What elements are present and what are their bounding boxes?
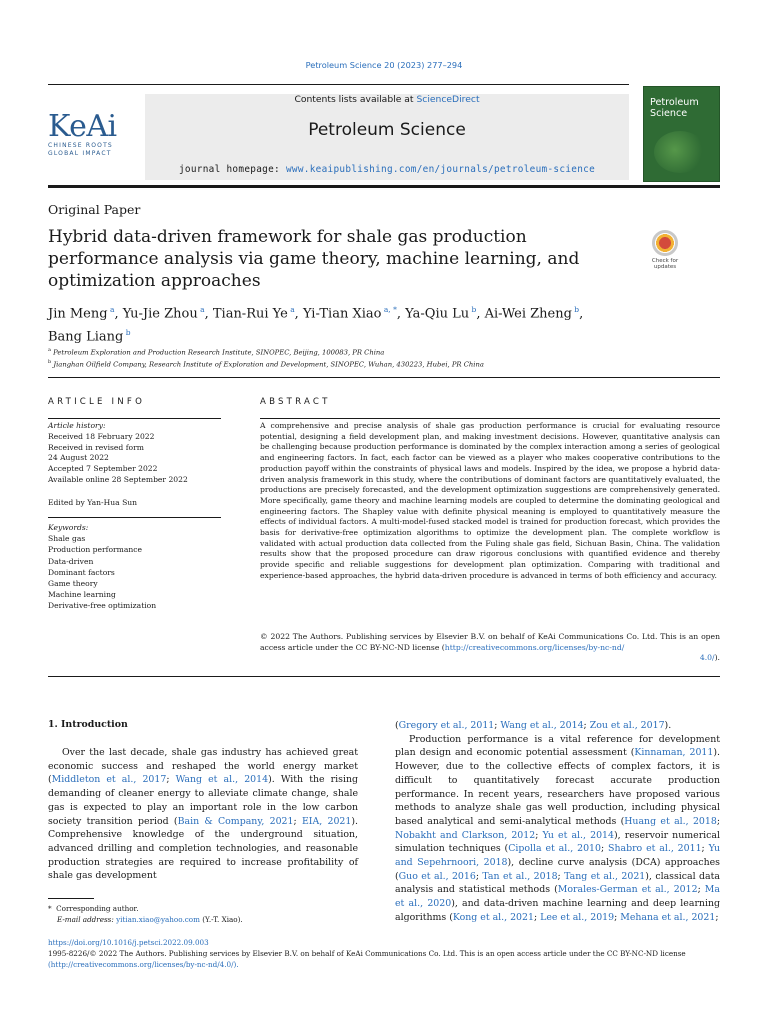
- history-item: 24 August 2022: [48, 453, 109, 463]
- journal-homepage: journal homepage: www.keaipublishing.com/en/journals/petroleum-science: [178, 164, 596, 175]
- journal-cover-thumbnail[interactable]: [643, 86, 720, 182]
- history-item: Available online 28 September 2022: [48, 474, 188, 484]
- author-name[interactable]: Ai-Wei Zheng: [484, 306, 572, 322]
- keyword-item: Machine learning: [48, 590, 116, 600]
- abstract-rule: [260, 418, 720, 419]
- edited-by: Edited by Yan-Hua Sun: [48, 498, 138, 507]
- citation-link[interactable]: Lee et al., 2019: [540, 911, 615, 923]
- author-name[interactable]: Tian-Rui Ye: [212, 306, 288, 322]
- citation-link[interactable]: Nobakht and Clarkson, 2012: [395, 829, 536, 841]
- info-rule: [48, 418, 221, 419]
- logo-wordmark: KeAi: [48, 109, 117, 144]
- citation-link[interactable]: Kinnaman, 2011: [634, 747, 714, 759]
- citation-link[interactable]: Wang et al., 2014: [500, 720, 584, 731]
- citation-link[interactable]: EIA, 2021: [301, 815, 352, 827]
- abstract-text: A comprehensive and precise analysis of shale gas production performance is crucial for evaluating resource potential, designing a field development plan, and making investment decisions. However, quantitative analysis can be challenging because production performance is dominated by the complex interaction among a series of geological and engineering factors. In fact, each factor can be viewed as a player who makes cooperative contributions to the production payoff within the constraints of physical laws and models. Inspired by the idea, we propose a hybrid data-driven analysis framework in this study, where the contributions of dominant factors are quantitatively evaluated, the productions are precisely forecasted, and the development optimization suggestions are comprehensively generated. More specifically, game theory and machine learning models are coupled to determine the dominating geological and engineering factors. The Shapley value with definite physical meaning is employed to quantitatively measure the effects of individual factors. A multi-model-fused stacked model is trained for production forecast, which provides the basis for derivative-free optimization algorithms to optimize the development plan. The complete workflow is validated with actual production data collected from the Fuling shale gas field, Sichuan Basin, China. The validation results show that the proposed procedure can draw rigorous conclusions with quantified evidence and thereby provide specific and reliable suggestions for development plan optimization. Comparing with traditional and experience-based approaches, the hybrid data-driven procedure is advanced in terms of both efficiency and accuracy.: [260, 421, 720, 580]
- author-affiliation-mark[interactable]: b: [469, 305, 477, 314]
- abstract-heading: ABSTRACT: [260, 397, 331, 407]
- article-info-heading: ARTICLE INFO: [48, 397, 146, 407]
- body-rule: [48, 676, 720, 677]
- citation-link[interactable]: Zou et al., 2017: [589, 720, 665, 731]
- citation-link[interactable]: Bain & Company, 2021: [177, 815, 294, 827]
- sciencedirect-link[interactable]: ScienceDirect: [416, 94, 480, 105]
- author-name[interactable]: Yi-Tian Xiao: [302, 306, 382, 322]
- citation-link[interactable]: Kong et al., 2021: [452, 911, 534, 923]
- history-item: Accepted 7 September 2022: [48, 464, 158, 474]
- citation-link[interactable]: Yu and Sepehrnoori, 2018: [395, 843, 721, 869]
- author-name[interactable]: Jin Meng: [48, 306, 108, 322]
- crossmark-label: Check for updates: [651, 258, 679, 270]
- footnote-rule: [48, 898, 94, 899]
- keyword-item: Game theory: [48, 579, 98, 589]
- citation-link[interactable]: Shabro et al., 2011: [608, 843, 702, 855]
- logo-tagline-2: GLOBAL IMPACT: [48, 150, 112, 157]
- journal-masthead: [145, 94, 629, 180]
- top-rule: [48, 84, 629, 85]
- intro-paragraph-1: Over the last decade, shale gas industry has achieved great economic success and reshaped the world energy market (Middleton et al., 2017; Wang et al., 2014). With the rising demanding of cleaner energy to alleviate climate change, shale gas is expected to play an important role in the low carbon society transition period (Bain & Company, 2021; EIA, 2021). Comprehensive knowledge of the underground situation, advanced drilling and completion technologies, and reasonable production strategies are required to increase profitability of shale gas development: [48, 747, 359, 882]
- article-title: Hybrid data-driven framework for shale gas production performance analysis via game theory, machine learning, and optimization approaches: [48, 227, 580, 291]
- author-affiliation-mark[interactable]: a: [107, 305, 115, 314]
- keyword-item: Shale gas: [48, 534, 86, 544]
- author-list: Jin Meng $^a$, Yu-Jie Zhou $^a$, Tian-Rui Ye $^a$, Yi-Tian Xiao $^{a, *}$, Ya-Qiu Lu $^b$, Ai-Wei Zheng $^b$, Bang Liang $^b$: [48, 305, 584, 345]
- author-name[interactable]: Bang Liang: [48, 329, 124, 345]
- keywords-rule: [48, 517, 221, 518]
- corresponding-author-footnote: * Corresponding author. E-mail address: yitian.xiao@yahoo.com (Y.-T. Xiao).: [48, 904, 243, 924]
- citation-link[interactable]: Middleton et al., 2017: [51, 774, 167, 786]
- keywords: [48, 522, 221, 612]
- journal-citation-link[interactable]: Petroleum Science 20 (2023) 277–294: [305, 60, 463, 70]
- contents-line: Contents lists available at ScienceDirect: [294, 94, 480, 105]
- check-for-updates-button[interactable]: [645, 230, 685, 270]
- intro-right-column: [395, 719, 720, 925]
- license-link-cont[interactable]: 4.0/: [699, 653, 715, 663]
- history-item: Received 18 February 2022: [48, 431, 155, 441]
- author-affiliation-mark[interactable]: a, *: [381, 305, 397, 314]
- citation-link[interactable]: Huang et al., 2018: [624, 815, 717, 827]
- citation-link[interactable]: Tang et al., 2021: [564, 870, 646, 882]
- author-affiliation-mark[interactable]: a: [197, 305, 205, 314]
- author-email-link[interactable]: yitian.xiao@yahoo.com: [116, 914, 200, 924]
- keyword-item: Dominant factors: [48, 567, 115, 577]
- article-type: Original Paper: [48, 202, 141, 217]
- header-thick-rule: [48, 185, 720, 188]
- author-affiliation-mark[interactable]: b: [571, 305, 580, 314]
- cover-globe-image: [654, 131, 706, 173]
- logo-tagline-1: CHINESE ROOTS: [48, 142, 113, 149]
- crossmark-icon: [652, 230, 678, 256]
- abstract-copyright: © 2022 The Authors. Publishing services by Elsevier B.V. on behalf of KeAi Communications Co. Ltd. This is an open access article under the CC BY-NC-ND license (http://creativecommons.org/licenses/by-nc-nd/ 4.0/).: [260, 632, 720, 663]
- author-name[interactable]: Ya-Qiu Lu: [405, 306, 470, 322]
- affiliation-item: $^b$ Jianghan Oilfield Company, Research Institute of Exploration and Development, SINOPEC, Wuhan, 430223, Hubei, PR China: [48, 359, 484, 369]
- citation-link[interactable]: Tan et al., 2018: [482, 870, 558, 882]
- citation-link[interactable]: Wang et al., 2014: [175, 774, 269, 786]
- article-history: [48, 421, 221, 486]
- doi-link[interactable]: https://doi.org/10.1016/j.petsci.2022.09.003: [48, 938, 209, 947]
- footer-license: 1995-8226/© 2022 The Authors. Publishing services by Elsevier B.V. on behalf of KeAi Communications Co. Ltd. This is an open access article under the CC BY-NC-ND license (http://creativecommons.org/licenses/by-nc-nd/4.0/).: [48, 949, 686, 969]
- keyword-item: Data-driven: [48, 556, 94, 566]
- citation-link[interactable]: Mehana et al., 2021: [620, 911, 716, 923]
- keai-logo[interactable]: [48, 109, 138, 158]
- author-affiliation-mark[interactable]: a: [287, 305, 295, 314]
- intro-paragraph-2: Production performance is a vital reference for development plan design and economic potential assessment (Kinnaman, 2011). However, due to the collective effects of complex factors, it is difficult to quantitatively forecast accurate production performance. In recent years, researchers have proposed various methods to analyze shale gas well production, including physical based analytical and semi-analytical methods (Huang et al., 2018; Nobakht and Clarkson, 2012; Yu et al., 2014), reservoir numerical simulation techniques (Cipolla et al., 2010; Shabro et al., 2011; Yu and Sepehrnoori, 2018), decline curve analysis (DCA) approaches (Guo et al., 2016; Tan et al., 2018; Tang et al., 2021), classical data analysis and statistical methods (Morales-German et al., 2012; Ma et al., 2020), and data-driven machine learning and deep learning algorithms (Kong et al., 2021; Lee et al., 2019; Mehana et al., 2021;: [395, 733, 721, 923]
- affiliations: [48, 345, 720, 370]
- intro-paragraph-1-cont: (Gregory et al., 2011; Wang et al., 2014; Zou et al., 2017).: [395, 720, 672, 731]
- section-rule: [48, 377, 720, 378]
- citation-link[interactable]: Ma et al., 2020: [395, 884, 720, 910]
- journal-name: Petroleum Science: [308, 120, 466, 140]
- keyword-item: Derivative-free optimization: [48, 601, 157, 611]
- author-name[interactable]: Yu-Jie Zhou: [122, 306, 198, 322]
- citation-link[interactable]: Gregory et al., 2011: [398, 720, 495, 731]
- author-affiliation-mark[interactable]: b: [123, 328, 131, 338]
- section-heading-introduction: 1. Introduction: [48, 719, 128, 730]
- citation-link[interactable]: Morales-German et al., 2012: [557, 884, 698, 896]
- license-link[interactable]: http://creativecommons.org/licenses/by-nc-nd/: [444, 642, 625, 652]
- history-item: Received in revised form: [48, 442, 144, 452]
- affiliation-item: $^a$ Petroleum Exploration and Production Research Institute, SINOPEC, Beijing, 100083, PR China: [48, 347, 385, 357]
- citation-link[interactable]: Yu et al., 2014: [542, 829, 614, 841]
- keyword-item: Production performance: [48, 545, 143, 555]
- citation-link[interactable]: Guo et al., 2016: [398, 870, 476, 882]
- journal-homepage-link[interactable]: www.keaipublishing.com/en/journals/petroleum-science: [285, 164, 596, 175]
- keywords-label: Keywords:: [48, 523, 89, 532]
- cover-title: Petroleum Science: [650, 97, 699, 119]
- history-label: Article history:: [48, 421, 106, 430]
- footer-license-link[interactable]: (http://creativecommons.org/licenses/by-nc-nd/4.0/).: [48, 959, 239, 969]
- citation-link[interactable]: Cipolla et al., 2010: [508, 843, 601, 855]
